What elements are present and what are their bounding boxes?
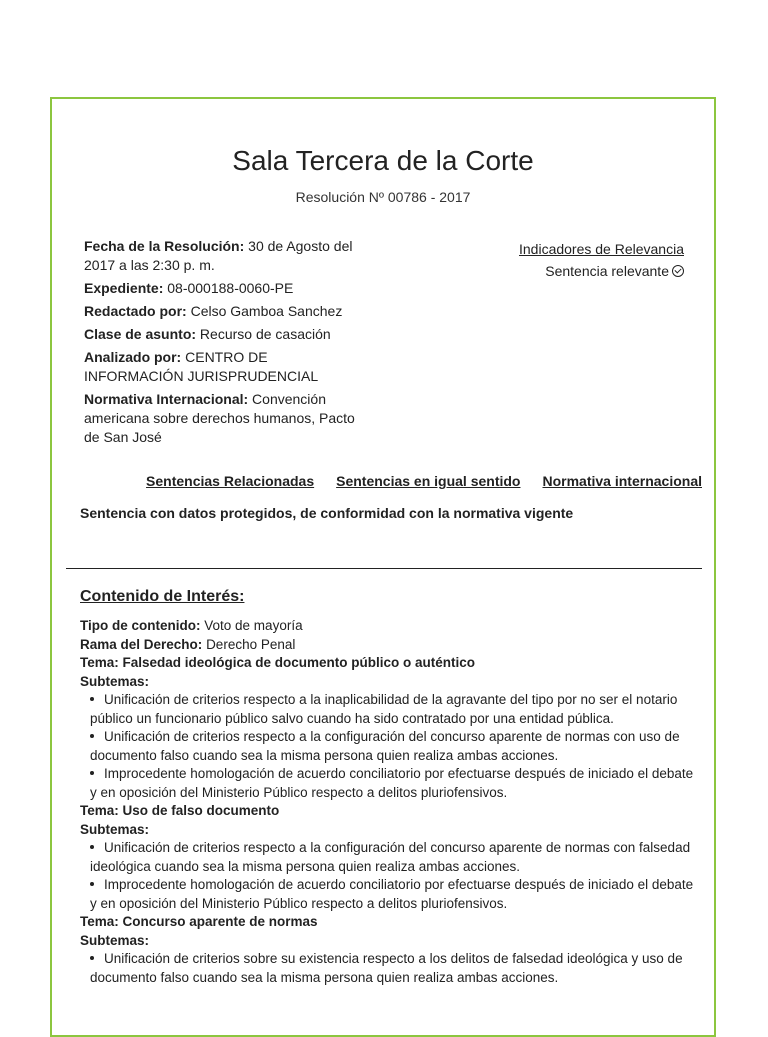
subtemas-label: Subtemas:	[80, 932, 150, 948]
analizado-value: CENTRO DE INFORMACIÓN JURISPRUDENCIAL	[84, 349, 319, 384]
fecha-row	[84, 237, 369, 275]
subtema-text: Improcedente homologación de acuerdo conciliatorio por efectuarse después de iniciado el debate y en oposición del Ministerio Público respecto a delitos pluriofensivos.	[90, 877, 694, 911]
list-item	[80, 765, 700, 802]
page-title: Sala Tercera de la Corte	[232, 145, 534, 176]
protected-data-notice: Sentencia con datos protegidos, de conformidad con la normativa vigente	[80, 505, 574, 521]
tipo-row	[80, 617, 700, 636]
rama-label: Rama del Derecho:	[80, 636, 203, 652]
subtemas-list	[80, 839, 700, 913]
clase-value: Recurso de casación	[199, 326, 331, 342]
related-sentences-link[interactable]: Sentencias Relacionadas	[146, 473, 315, 489]
international-norms-link[interactable]: Normativa internacional	[542, 473, 702, 489]
subtemas-list	[80, 950, 700, 987]
analizado-label: Analizado por:	[84, 349, 182, 365]
rama-row	[80, 636, 700, 655]
tipo-label: Tipo de contenido:	[80, 618, 201, 633]
list-item	[80, 950, 700, 987]
subtema-text: Unificación de criterios respecto a la configuración del concurso aparente de normas con falsedad ideológica cuando sea la misma persona quien realiza ambas acciones.	[90, 840, 691, 874]
document-frame	[50, 97, 716, 1037]
redactado-row	[84, 302, 369, 321]
subtema-text: Unificación de criterios sobre su existencia respecto a los delitos de falsedad ideológica y uso de documento falso cuando sea la misma persona quien realiza ambas acciones.	[90, 951, 683, 985]
redactado-value: Celso Gamboa Sanchez	[190, 303, 343, 319]
clase-row	[84, 325, 369, 344]
tema-title: Tema: Falsedad ideológica de documento público o auténtico	[80, 655, 476, 670]
resolution-number: Resolución Nº 00786 - 2017	[295, 189, 471, 205]
same-sense-sentences-link[interactable]: Sentencias en igual sentido	[336, 473, 521, 489]
check-circle-icon	[672, 265, 684, 277]
content-section	[80, 587, 700, 987]
list-item	[80, 839, 700, 876]
related-links	[146, 473, 702, 489]
fecha-value: 30 de Agosto del 2017 a las 2:30 p. m.	[84, 238, 353, 273]
expediente-row	[84, 279, 369, 298]
expediente-value: 08-000188-0060-PE	[167, 280, 294, 296]
subtemas-label: Subtemas:	[80, 673, 150, 689]
rama-value: Derecho Penal	[206, 636, 296, 652]
subtema-text: Improcedente homologación de acuerdo conciliatorio por efectuarse después de iniciado el debate y en oposición del Ministerio Público respecto a delitos pluriofensivos.	[90, 766, 694, 800]
expediente-label: Expediente:	[84, 280, 164, 296]
metadata-block	[84, 237, 369, 451]
fecha-label: Fecha de la Resolución:	[84, 238, 245, 254]
list-item	[80, 876, 700, 913]
clase-label: Clase de asunto:	[84, 326, 197, 342]
content-heading: Contenido de Interés:	[80, 588, 245, 605]
relevance-indicators	[519, 238, 684, 282]
normativa-value: Convención americana sobre derechos humanos, Pacto de San José	[84, 391, 355, 445]
tipo-value: Voto de mayoría	[204, 618, 303, 633]
subtemas-label: Subtemas:	[80, 821, 150, 837]
relevance-indicators-link[interactable]: Indicadores de Relevancia	[519, 241, 684, 257]
relevance-status-text: Sentencia relevante	[545, 263, 669, 279]
analizado-row	[84, 348, 369, 386]
tema-title: Tema: Uso de falso documento	[80, 803, 280, 818]
redactado-label: Redactado por:	[84, 303, 187, 319]
tema-title: Tema: Concurso aparente de normas	[80, 914, 318, 929]
subtema-text: Unificación de criterios respecto a la configuración del concurso aparente de normas con uso de documento falso cuando sea la misma persona quien realiza ambas acciones.	[90, 729, 680, 763]
relevance-status	[519, 260, 684, 282]
subtemas-list	[80, 691, 700, 802]
normativa-row	[84, 390, 369, 447]
list-item	[80, 691, 700, 728]
list-item	[80, 728, 700, 765]
normativa-label: Normativa Internacional:	[84, 391, 249, 407]
subtema-text: Unificación de criterios respecto a la inaplicabilidad de la agravante del tipo por no ser el notario público un funcionario público salvo cuando ha sido contratado por una entidad pública.	[90, 692, 678, 726]
section-divider	[66, 568, 702, 569]
